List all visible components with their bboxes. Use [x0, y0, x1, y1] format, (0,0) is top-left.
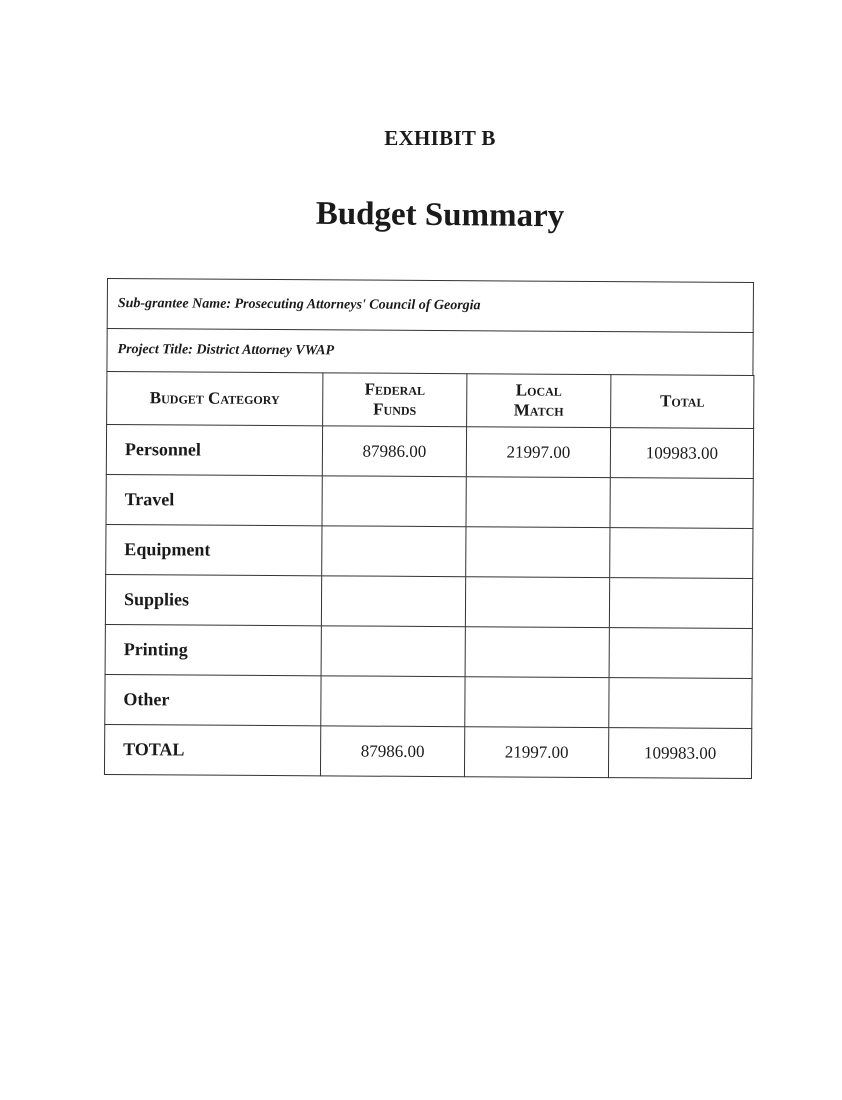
project-title: Project Title: District Attorney VWAP: [117, 342, 335, 359]
table-row: [105, 574, 752, 628]
table-row: [106, 524, 753, 578]
row-category: Personnel: [106, 425, 322, 476]
header-federal-line2: Funds: [373, 399, 417, 419]
table-row: [105, 624, 752, 678]
row-federal-funds: [322, 526, 466, 577]
row-category: Printing: [105, 624, 321, 675]
header-federal-funds: [323, 373, 467, 427]
row-category: Other: [105, 674, 321, 725]
row-total: 109983.00: [608, 728, 751, 779]
row-local-match: 21997.00: [464, 727, 608, 778]
subgrantee-name: Sub-grantee Name: Prosecuting Attorneys' Council of Georgia: [117, 295, 481, 313]
total-row: [104, 724, 751, 778]
table-row: [106, 425, 753, 479]
row-category: Travel: [106, 474, 322, 525]
project-title-row: [106, 328, 753, 375]
header-local-line1: Local: [515, 380, 562, 400]
header-federal-line1: Federal: [364, 379, 426, 399]
page-title: Budget Summary: [315, 195, 565, 235]
row-local-match: 21997.00: [466, 427, 610, 478]
table-header-row: [107, 372, 754, 429]
row-local-match: [465, 577, 609, 628]
row-total: [609, 628, 752, 679]
row-total: 109983.00: [610, 428, 753, 479]
subgrantee-name-row: [107, 278, 754, 332]
table-row: [105, 674, 752, 728]
row-federal-funds: 87986.00: [322, 426, 466, 477]
row-category: Equipment: [106, 524, 322, 575]
row-category: Supplies: [105, 574, 321, 625]
table-row: [106, 474, 753, 528]
header-local-match: [467, 374, 611, 428]
row-local-match: [465, 677, 609, 728]
row-local-match: [466, 477, 610, 528]
exhibit-label: EXHIBIT B: [384, 126, 496, 150]
row-federal-funds: 87986.00: [320, 726, 464, 777]
row-local-match: [465, 627, 609, 678]
row-total: [610, 478, 753, 529]
header-total: Total: [611, 375, 754, 429]
row-total: [609, 578, 752, 629]
row-federal-funds: [321, 576, 465, 627]
row-total: [610, 528, 753, 579]
budget-table: [104, 371, 754, 779]
row-local-match: [466, 527, 610, 578]
budget-form: [104, 278, 754, 779]
row-category: TOTAL: [104, 724, 320, 775]
row-total: [609, 678, 752, 729]
row-federal-funds: [321, 676, 465, 727]
header-local-line2: Match: [513, 400, 564, 420]
row-federal-funds: [321, 626, 465, 677]
header-budget-category: Budget Category: [107, 372, 323, 426]
row-federal-funds: [322, 476, 466, 527]
